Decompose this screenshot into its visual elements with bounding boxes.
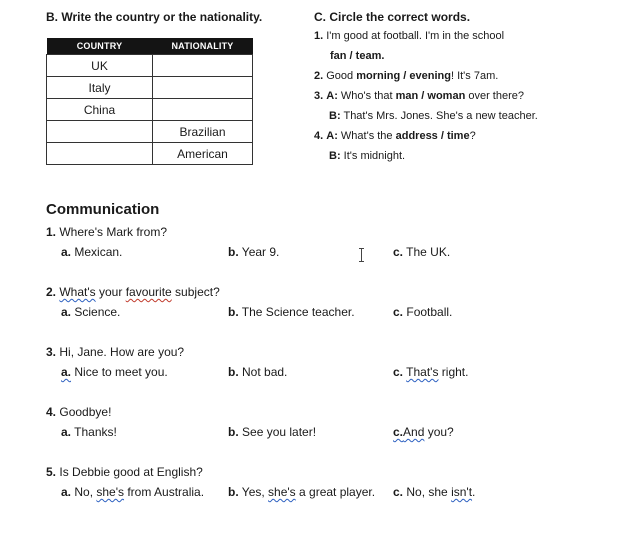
option-text: Science. xyxy=(74,305,121,319)
option-letter: b. xyxy=(228,365,239,379)
q3-option-b[interactable] xyxy=(228,365,287,379)
section-c-heading: C. Circle the correct words. xyxy=(314,10,471,24)
option-letter: c. xyxy=(393,305,404,319)
item-number: 3. xyxy=(314,90,324,102)
option-letter: a. xyxy=(61,305,72,319)
speaker-label: B: xyxy=(329,150,341,162)
option-text: you? xyxy=(424,425,454,439)
nationality-column-header: NATIONALITY xyxy=(153,38,253,55)
item-text: ! It's 7am. xyxy=(450,70,499,82)
q2-option-b[interactable] xyxy=(228,305,355,319)
item-text: ? xyxy=(469,130,476,142)
c-item-3b xyxy=(329,110,538,122)
option-letter: c. xyxy=(393,365,404,379)
question-word: favourite xyxy=(125,285,172,299)
section-b-heading: B. Write the country or the nationality. xyxy=(46,10,263,24)
question-number: 5. xyxy=(46,465,57,479)
question-4 xyxy=(46,405,111,419)
item-number: 2. xyxy=(314,70,324,82)
q1-option-a[interactable] xyxy=(61,245,122,259)
option-word: And xyxy=(403,425,425,439)
speaker-label: A: xyxy=(326,130,338,142)
c-item-1-choice[interactable]: fan / team. xyxy=(330,50,385,62)
speaker-label: A: xyxy=(326,90,338,102)
option-text: Year 9. xyxy=(241,245,280,259)
table-row xyxy=(47,99,253,121)
q4-option-b[interactable] xyxy=(228,425,316,439)
option-text: Yes, xyxy=(241,485,269,499)
option-text: Thanks! xyxy=(74,425,117,439)
item-text: That's Mrs. Jones. She's a new teacher. xyxy=(343,110,538,122)
c-item-4a xyxy=(314,130,476,142)
question-number: 3. xyxy=(46,345,57,359)
question-text: Goodbye! xyxy=(59,405,112,419)
nationality-cell[interactable] xyxy=(153,55,253,77)
question-number: 2. xyxy=(46,285,57,299)
item-number: 1. xyxy=(314,30,324,42)
option-text: Football. xyxy=(406,305,453,319)
communication-title: Communication xyxy=(46,201,160,218)
country-cell[interactable] xyxy=(47,143,153,165)
c-item-4-choice[interactable]: address / time xyxy=(395,130,470,142)
option-text: . xyxy=(472,485,476,499)
option-text: Mexican. xyxy=(74,245,123,259)
option-text: See you later! xyxy=(242,425,317,439)
text-cursor-icon xyxy=(358,248,366,262)
country-cell[interactable]: China xyxy=(47,99,153,121)
nationality-cell[interactable]: Brazilian xyxy=(153,121,253,143)
question-number: 4. xyxy=(46,405,57,419)
option-text: The Science teacher. xyxy=(241,305,355,319)
item-text: I'm good at football. I'm in the school xyxy=(326,30,505,42)
option-letter: a. xyxy=(61,365,72,379)
question-text: subject? xyxy=(171,285,220,299)
speaker-label: B: xyxy=(329,110,341,122)
option-letter: b. xyxy=(228,425,239,439)
country-cell[interactable]: Italy xyxy=(47,77,153,99)
q3-option-a[interactable] xyxy=(61,365,168,379)
option-word: That's xyxy=(406,365,439,379)
option-letter: a. xyxy=(61,245,72,259)
question-5 xyxy=(46,465,203,479)
option-letter: b. xyxy=(228,245,239,259)
item-text: over there? xyxy=(465,90,524,102)
table-row xyxy=(47,55,253,77)
nationality-cell[interactable]: American xyxy=(153,143,253,165)
question-text: Is Debbie good at English? xyxy=(59,465,203,479)
nationality-cell[interactable] xyxy=(153,99,253,121)
option-text: from Australia. xyxy=(124,485,205,499)
table-row xyxy=(47,77,253,99)
question-2 xyxy=(46,285,220,299)
nationality-cell[interactable] xyxy=(153,77,253,99)
country-cell[interactable]: UK xyxy=(47,55,153,77)
q2-option-c[interactable] xyxy=(393,305,452,319)
option-text: right. xyxy=(438,365,469,379)
c-item-2 xyxy=(314,70,498,82)
table-row xyxy=(47,121,253,143)
q4-option-a[interactable] xyxy=(61,425,117,439)
c-item-3-choice[interactable]: man / woman xyxy=(395,90,466,102)
option-text: Nice to meet you. xyxy=(74,365,168,379)
country-cell[interactable] xyxy=(47,121,153,143)
q5-option-c[interactable] xyxy=(393,485,475,499)
q5-option-a[interactable] xyxy=(61,485,204,499)
c-item-2-choice[interactable]: morning / evening xyxy=(356,70,451,82)
item-text: Who's that xyxy=(340,90,396,102)
question-1 xyxy=(46,225,167,239)
option-text: The UK. xyxy=(406,245,451,259)
question-3 xyxy=(46,345,184,359)
item-number: 4. xyxy=(314,130,324,142)
c-item-1 xyxy=(314,30,504,42)
country-table xyxy=(46,38,253,165)
question-text: Hi, Jane. How are you? xyxy=(59,345,185,359)
option-text: a great player. xyxy=(295,485,376,499)
item-text: It's midnight. xyxy=(343,150,406,162)
c-item-4b xyxy=(329,150,405,162)
option-letter: c. xyxy=(393,425,404,439)
q4-option-c[interactable] xyxy=(393,425,454,439)
option-letter: b. xyxy=(228,485,239,499)
q2-option-a[interactable] xyxy=(61,305,120,319)
table-row xyxy=(47,143,253,165)
question-text: Where's Mark from? xyxy=(59,225,168,239)
item-text: Good xyxy=(326,70,357,82)
q1-option-b[interactable] xyxy=(228,245,279,259)
option-letter: a. xyxy=(61,485,72,499)
option-text: No, she xyxy=(406,485,452,499)
question-word: What's xyxy=(59,285,96,299)
q5-option-b[interactable] xyxy=(228,485,375,499)
country-column-header: COUNTRY xyxy=(47,38,153,55)
option-text: Not bad. xyxy=(242,365,288,379)
item-text: What's the xyxy=(340,130,396,142)
c-item-3a xyxy=(314,90,524,102)
option-word: isn't xyxy=(451,485,473,499)
option-word: she's xyxy=(96,485,125,499)
table-header-row xyxy=(47,38,253,55)
option-word: she's xyxy=(268,485,296,499)
question-text: your xyxy=(95,285,126,299)
q3-option-c[interactable] xyxy=(393,365,468,379)
option-letter: b. xyxy=(228,305,239,319)
q1-option-c[interactable] xyxy=(393,245,450,259)
option-letter: c. xyxy=(393,245,404,259)
option-letter: a. xyxy=(61,425,72,439)
option-text: No, xyxy=(74,485,97,499)
option-letter: c. xyxy=(393,485,404,499)
question-number: 1. xyxy=(46,225,57,239)
